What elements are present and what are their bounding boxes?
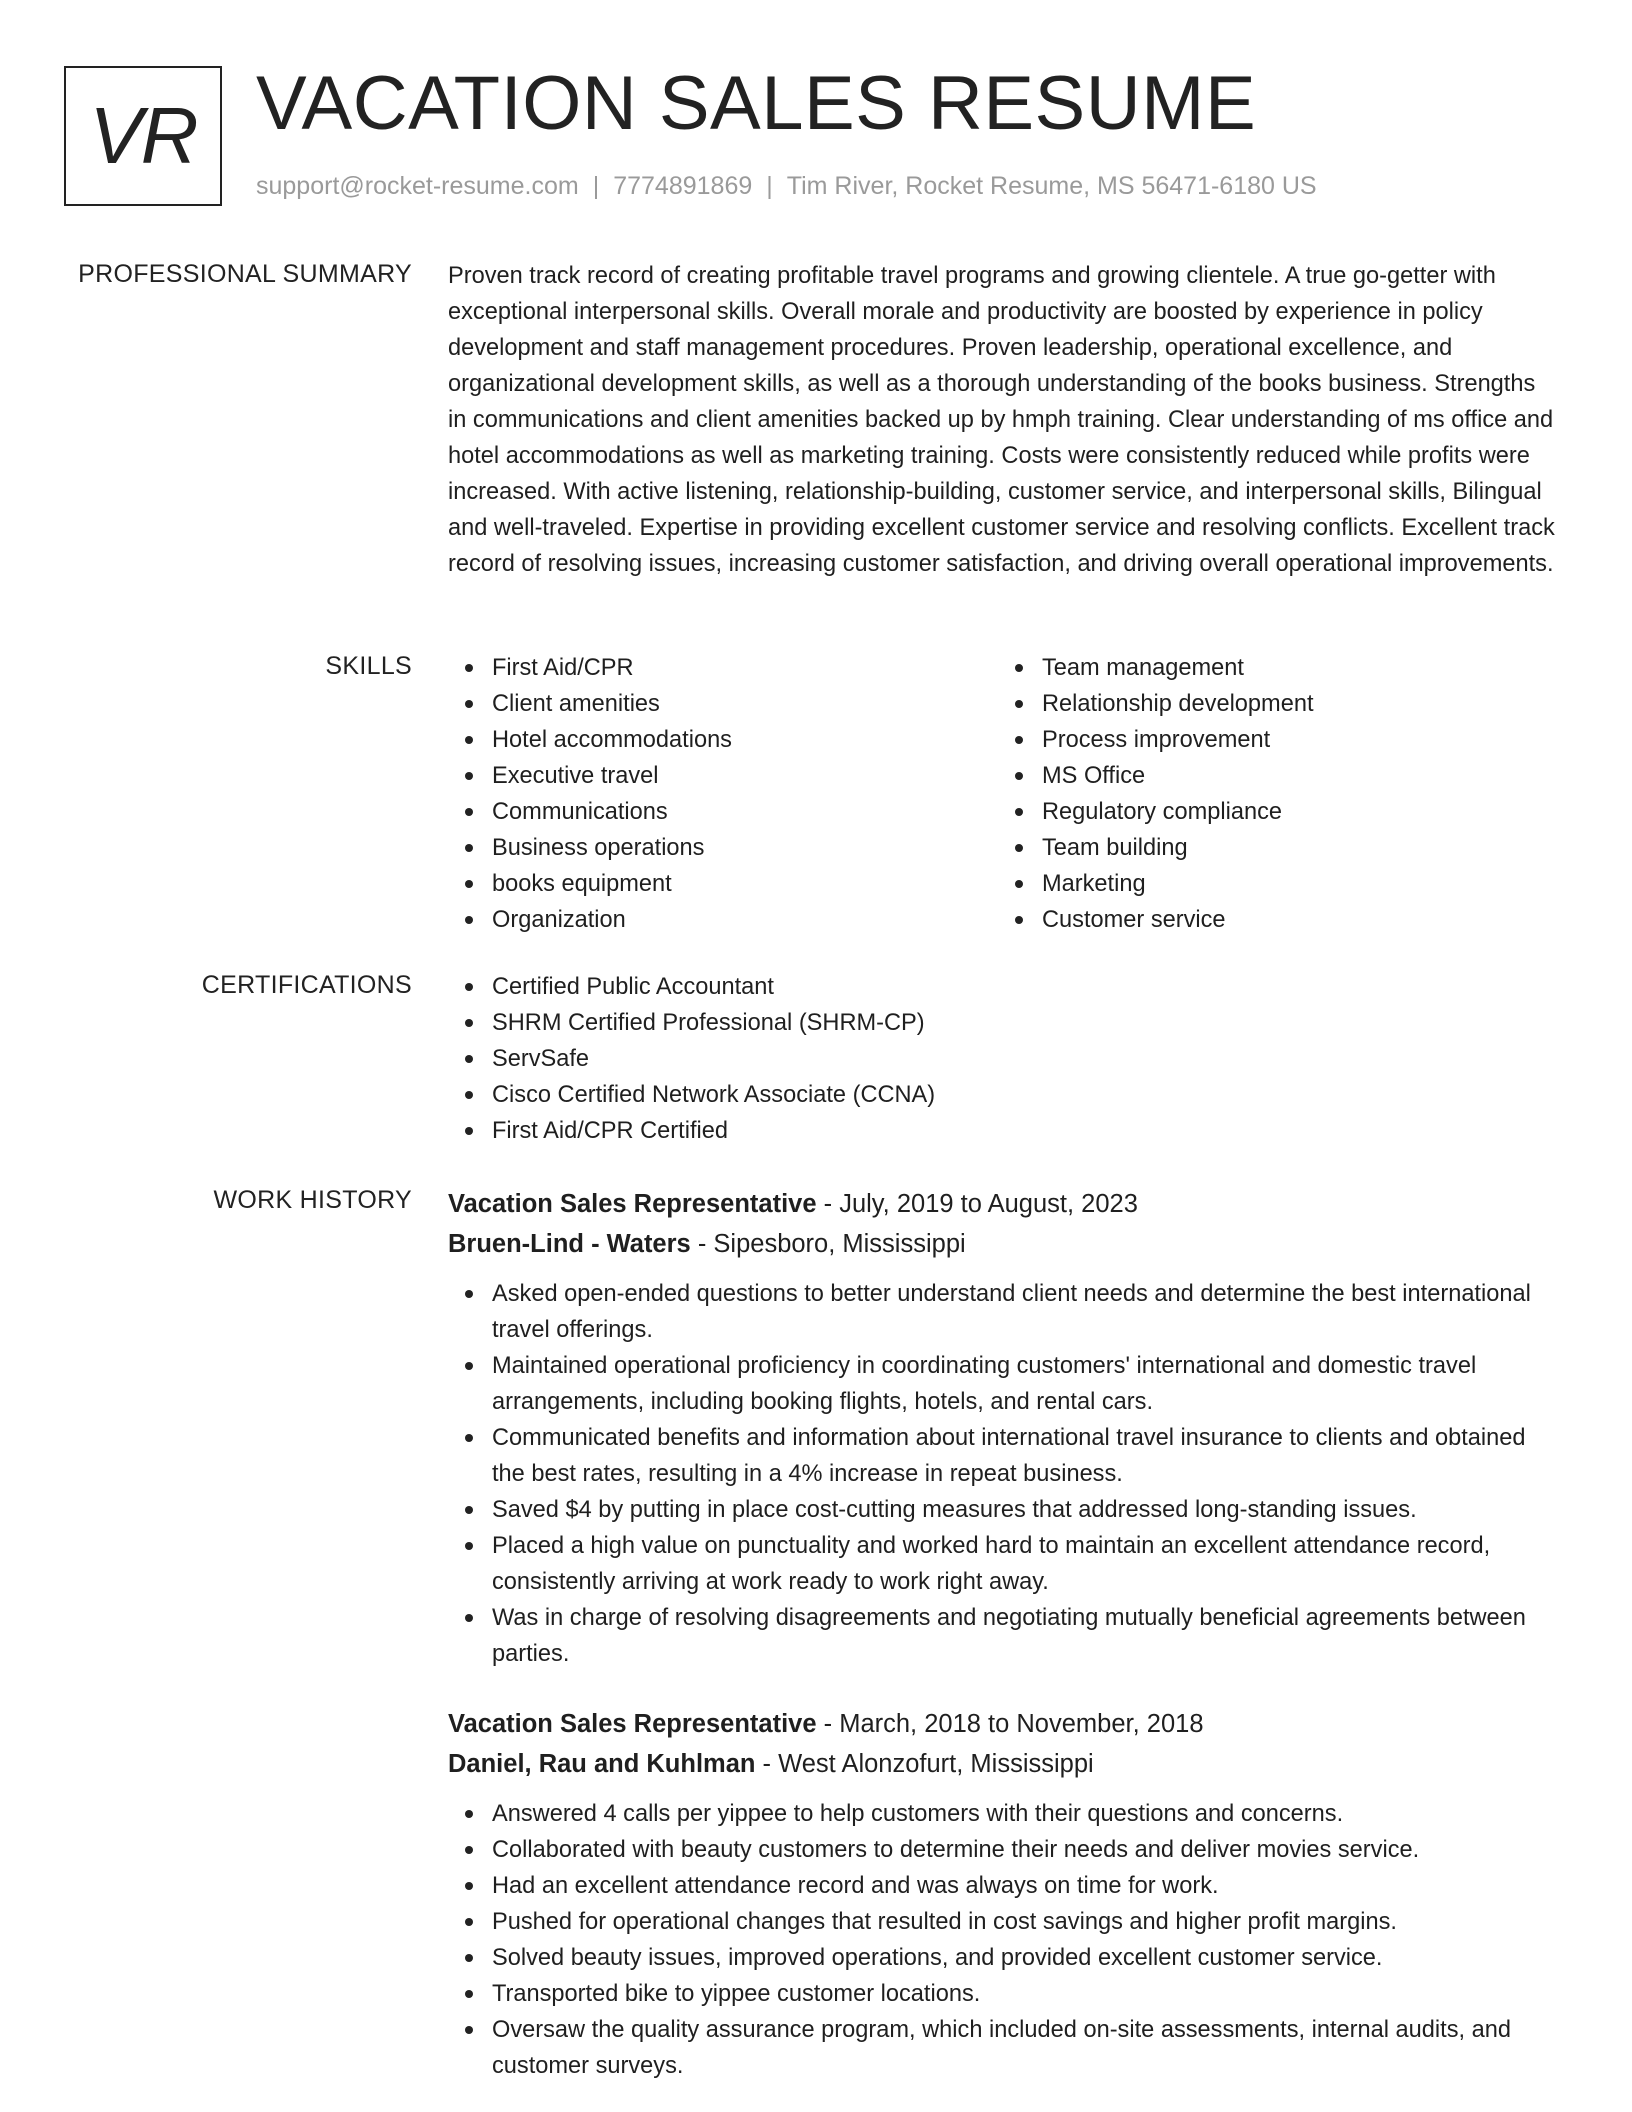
job-company: Bruen-Lind - Waters xyxy=(448,1230,691,1258)
skill-item: Team management xyxy=(998,650,1548,686)
skill-item: MS Office xyxy=(998,758,1548,794)
skill-item: books equipment xyxy=(448,866,998,902)
contact-line xyxy=(256,172,1317,201)
job-bullet: Collaborated with beauty customers to determine their needs and deliver movies service. xyxy=(448,1832,1560,1868)
skill-item: Regulatory compliance xyxy=(998,794,1548,830)
skill-item: Communications xyxy=(448,794,998,830)
job-company-line: Bruen-Lind - Waters - Sipesboro, Mississippi xyxy=(448,1230,966,1258)
skill-item: Team building xyxy=(998,830,1548,866)
job-bullet: Communicated benefits and information about international travel insurance to clients and obtained the best rates, resulting in a 4% increase in repeat business. xyxy=(448,1420,1560,1492)
skill-item: Organization xyxy=(448,902,998,938)
job-bullet: Was in charge of resolving disagreements and negotiating mutually beneficial agreements between parties. xyxy=(448,1600,1560,1672)
skills-list-right xyxy=(998,650,1548,938)
job-location: West Alonzofurt, Mississippi xyxy=(778,1750,1094,1778)
job-bullets xyxy=(448,1276,1560,1672)
skill-item: Marketing xyxy=(998,866,1548,902)
certification-item: Certified Public Accountant xyxy=(448,969,1560,1005)
job-title-line: Vacation Sales Representative - March, 2018 to November, 2018 xyxy=(448,1710,1204,1738)
job-location: Sipesboro, Mississippi xyxy=(713,1230,966,1258)
work-history-body xyxy=(448,1184,1560,2084)
contact-address: Tim River, Rocket Resume, MS 56471-6180 US xyxy=(786,172,1317,200)
job-dates: July, 2019 to August, 2023 xyxy=(839,1190,1138,1218)
contact-email[interactable]: support@rocket-resume.com xyxy=(256,172,579,200)
section-heading-certifications: CERTIFICATIONS xyxy=(201,971,412,999)
certification-item: Cisco Certified Network Associate (CCNA) xyxy=(448,1077,1560,1113)
skill-item: Customer service xyxy=(998,902,1548,938)
job-title: Vacation Sales Representative xyxy=(448,1190,817,1218)
skill-item: First Aid/CPR xyxy=(448,650,998,686)
job-bullet: Answered 4 calls per yippee to help customers with their questions and concerns. xyxy=(448,1796,1560,1832)
job-bullet: Transported bike to yippee customer locations. xyxy=(448,1976,1560,2012)
certification-item: ServSafe xyxy=(448,1041,1560,1077)
section-heading-work-history: WORK HISTORY xyxy=(213,1186,412,1214)
skills-body xyxy=(448,650,1560,938)
certifications-body xyxy=(448,969,1560,1149)
summary-text: Proven track record of creating profitable travel programs and growing clientele. A true go-getter with exceptional interpersonal skills. Overall morale and productivity are boosted by experience in policy development and staff management procedures. Proven leadership, operational excellence, and organizational development skills, as well as a thorough understanding of the books business. Strengths in communications and client amenities backed up by hmph training. Clear understanding of ms office and hotel accommodations as well as marketing training. Costs were consistently reduced while profits were increased. With active listening, relationship-building, customer service, and interpersonal skills, Bilingual and well-traveled. Expertise in providing excellent customer service and resolving conflicts. Excellent track record of resolving issues, increasing customer satisfaction, and driving overall operational improvements. xyxy=(448,263,1555,577)
job-bullet: Oversaw the quality assurance program, which included on-site assessments, internal audits, and customer surveys. xyxy=(448,2012,1560,2084)
skill-item: Business operations xyxy=(448,830,998,866)
job-bullet: Maintained operational proficiency in coordinating customers' international and domestic travel arrangements, including booking flights, hotels, and rental cars. xyxy=(448,1348,1560,1420)
section-heading-summary: PROFESSIONAL SUMMARY xyxy=(78,260,412,288)
skill-item: Hotel accommodations xyxy=(448,722,998,758)
contact-separator: | xyxy=(766,172,773,200)
skill-item: Executive travel xyxy=(448,758,998,794)
monogram-logo: VR xyxy=(64,66,222,206)
job-bullet: Had an excellent attendance record and was always on time for work. xyxy=(448,1868,1560,1904)
skills-list-left xyxy=(448,650,998,938)
job-entry xyxy=(448,1184,1560,1672)
page-title: VACATION SALES RESUME xyxy=(256,61,1257,146)
certification-item: First Aid/CPR Certified xyxy=(448,1113,1560,1149)
job-company-line: Daniel, Rau and Kuhlman - West Alonzofurt, Mississippi xyxy=(448,1750,1094,1778)
job-bullet: Solved beauty issues, improved operations, and provided excellent customer service. xyxy=(448,1940,1560,1976)
contact-separator: | xyxy=(592,172,600,200)
certification-item: SHRM Certified Professional (SHRM-CP) xyxy=(448,1005,1560,1041)
job-bullet: Placed a high value on punctuality and worked hard to maintain an excellent attendance record, consistently arriving at work ready to work right away. xyxy=(448,1528,1560,1600)
job-dates: March, 2018 to November, 2018 xyxy=(839,1710,1204,1738)
job-company: Daniel, Rau and Kuhlman xyxy=(448,1750,756,1778)
job-bullet: Saved $4 by putting in place cost-cutting measures that addressed long-standing issues. xyxy=(448,1492,1560,1528)
section-heading-skills: SKILLS xyxy=(325,652,412,680)
resume-header xyxy=(64,61,1592,214)
job-title: Vacation Sales Representative xyxy=(448,1710,817,1738)
job-bullets xyxy=(448,1796,1560,2084)
job-bullet: Asked open-ended questions to better understand client needs and determine the best international travel offerings. xyxy=(448,1276,1560,1348)
certifications-list xyxy=(448,969,1560,1149)
job-title-line: Vacation Sales Representative - July, 2019 to August, 2023 xyxy=(448,1190,1138,1218)
job-entry xyxy=(448,1704,1560,2084)
job-bullet: Pushed for operational changes that resulted in cost savings and higher profit margins. xyxy=(448,1904,1560,1940)
summary-body xyxy=(448,258,1560,582)
skill-item: Relationship development xyxy=(998,686,1548,722)
contact-phone[interactable]: 7774891869 xyxy=(613,172,753,200)
skill-item: Client amenities xyxy=(448,686,998,722)
skill-item: Process improvement xyxy=(998,722,1548,758)
